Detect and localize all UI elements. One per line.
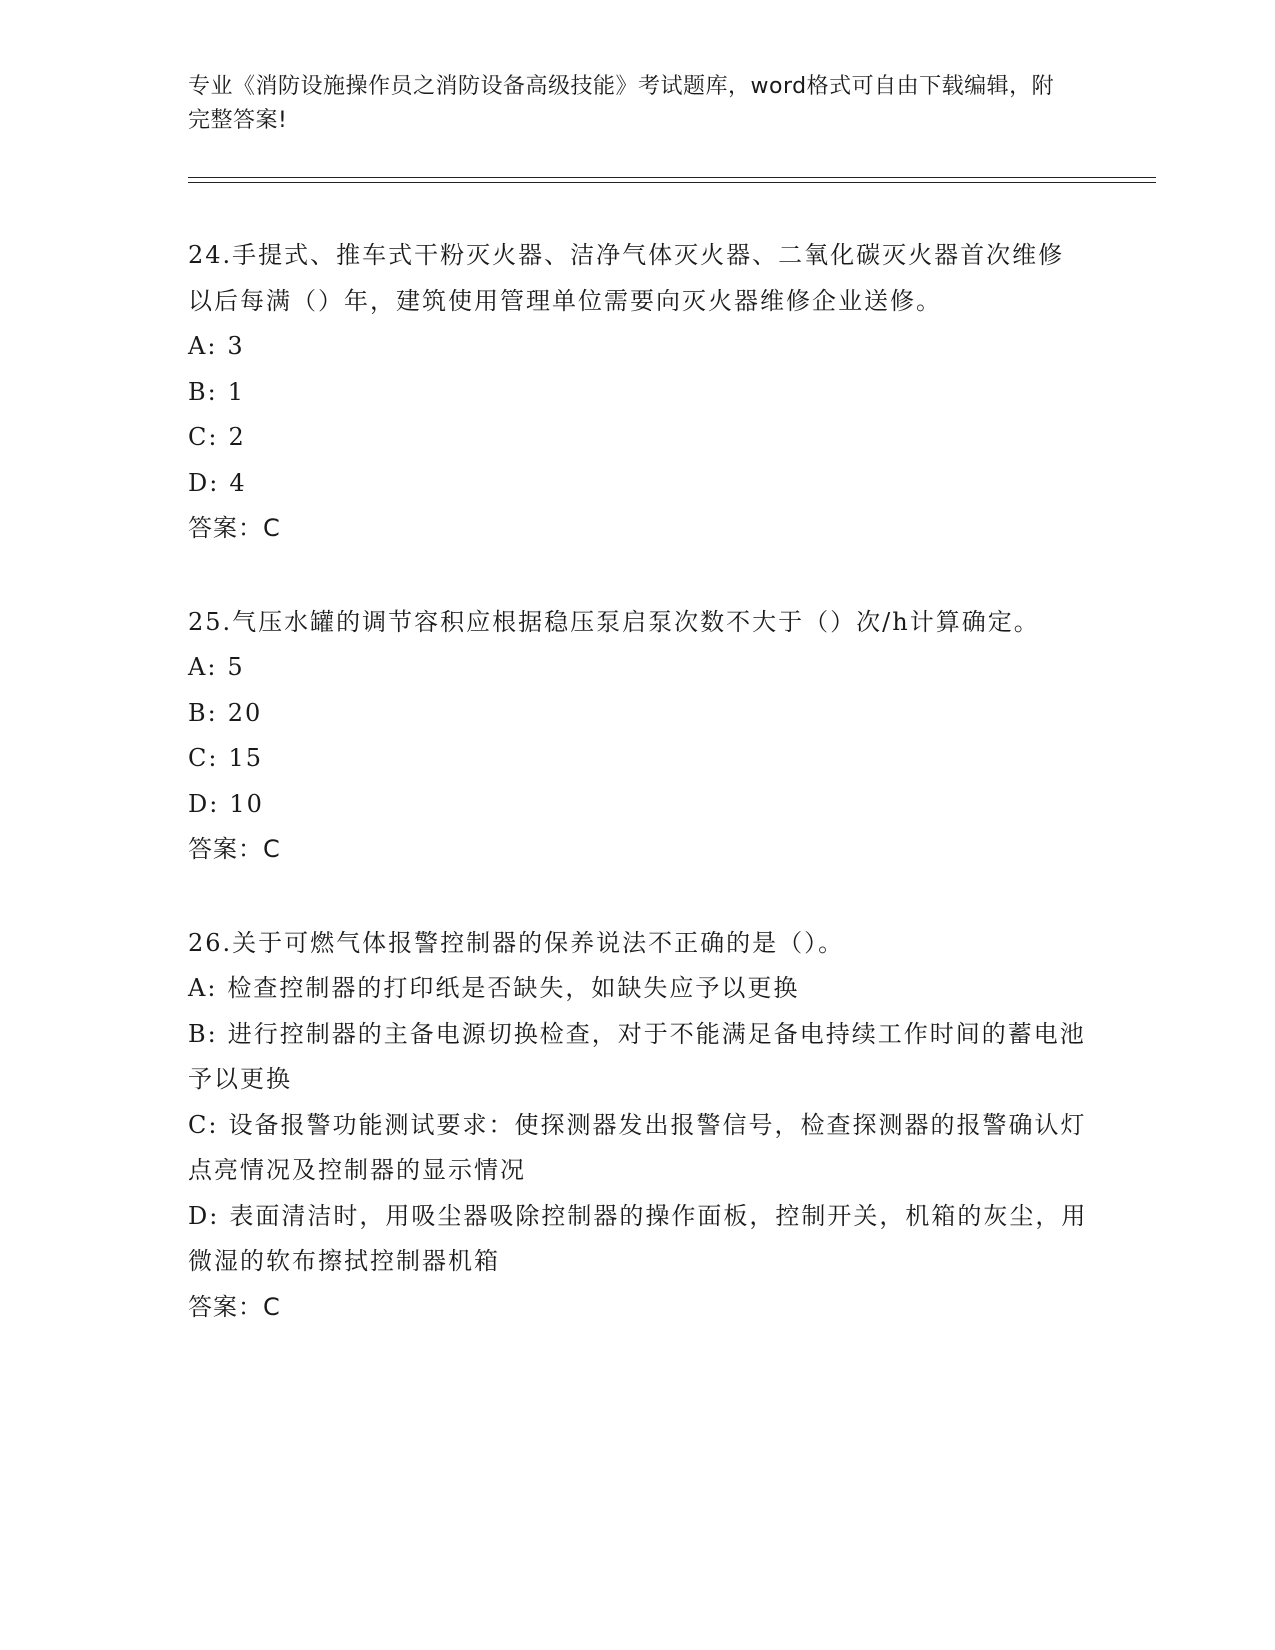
question-24 <box>188 233 1088 552</box>
option-d <box>188 782 1088 828</box>
option-text: 10 <box>229 789 264 818</box>
option-letter: A: <box>188 332 218 360</box>
option-text: 检查控制器的打印纸是否缺失，如缺失应予以更换 <box>227 974 800 1002</box>
question-stem: 25.气压水罐的调节容积应根据稳压泵启泵次数不大于（）次/h计算确定。 <box>188 607 1040 636</box>
header-divider-bottom <box>188 182 1156 183</box>
option-text: 表面清洁时，用吸尘器吸除控制器的操作面板，控制开关，机箱的灰尘，用微湿的软布擦拭控制器机箱 <box>188 1201 1088 1275</box>
answer-line: 答案：C <box>188 835 281 863</box>
option-text: 20 <box>227 698 263 727</box>
option-letter: C: <box>188 1110 219 1139</box>
option-a <box>188 645 1088 691</box>
option-text: 15 <box>228 744 263 772</box>
option-letter: B: <box>188 1019 218 1048</box>
option-d <box>188 1194 1088 1285</box>
option-text: 设备报警功能测试要求：使探测器发出报警信号，检查探测器的报警确认灯点亮情况及控制器的显示情况 <box>188 1110 1087 1184</box>
option-letter: B: <box>188 377 218 406</box>
option-text: 5 <box>227 653 245 681</box>
option-text: 1 <box>227 377 246 406</box>
question-26 <box>188 921 1088 1331</box>
option-c <box>188 1103 1088 1194</box>
option-letter: D: <box>188 1201 220 1230</box>
option-b <box>188 370 1088 416</box>
document-header <box>188 70 1068 138</box>
option-letter: C: <box>188 423 219 451</box>
option-a <box>188 966 1088 1012</box>
option-c <box>188 736 1088 782</box>
answer-line: 答案：C <box>188 1292 281 1321</box>
option-text: 2 <box>228 423 246 451</box>
option-text: 4 <box>229 468 247 497</box>
option-letter: C: <box>188 744 219 772</box>
option-letter: D: <box>188 789 220 818</box>
answer-line: 答案：C <box>188 514 281 542</box>
option-letter: D: <box>188 468 220 497</box>
header-text: 专业《消防设施操作员之消防设备高级技能》考试题库，word格式可自由下载编辑，附完整答案! <box>188 74 1055 133</box>
option-d <box>188 461 1088 507</box>
option-letter: A: <box>188 653 218 681</box>
option-c <box>188 415 1088 461</box>
question-25 <box>188 600 1088 873</box>
option-letter: B: <box>188 698 218 727</box>
question-stem: 24.手提式、推车式干粉灭火器、洁净气体灭火器、二氧化碳灭火器首次维修以后每满（）年，建筑使用管理单位需要向灭火器维修企业送修。 <box>188 241 1065 315</box>
option-text: 3 <box>227 332 245 360</box>
question-stem: 26.关于可燃气体报警控制器的保养说法不正确的是（）。 <box>188 928 845 957</box>
option-text: 进行控制器的主备电源切换检查，对于不能满足备电持续工作时间的蓄电池予以更换 <box>188 1019 1086 1093</box>
header-divider-top <box>188 177 1156 178</box>
question-list <box>188 233 1088 1378</box>
option-b <box>188 691 1088 737</box>
option-b <box>188 1012 1088 1103</box>
option-a <box>188 324 1088 370</box>
option-letter: A: <box>188 974 218 1002</box>
